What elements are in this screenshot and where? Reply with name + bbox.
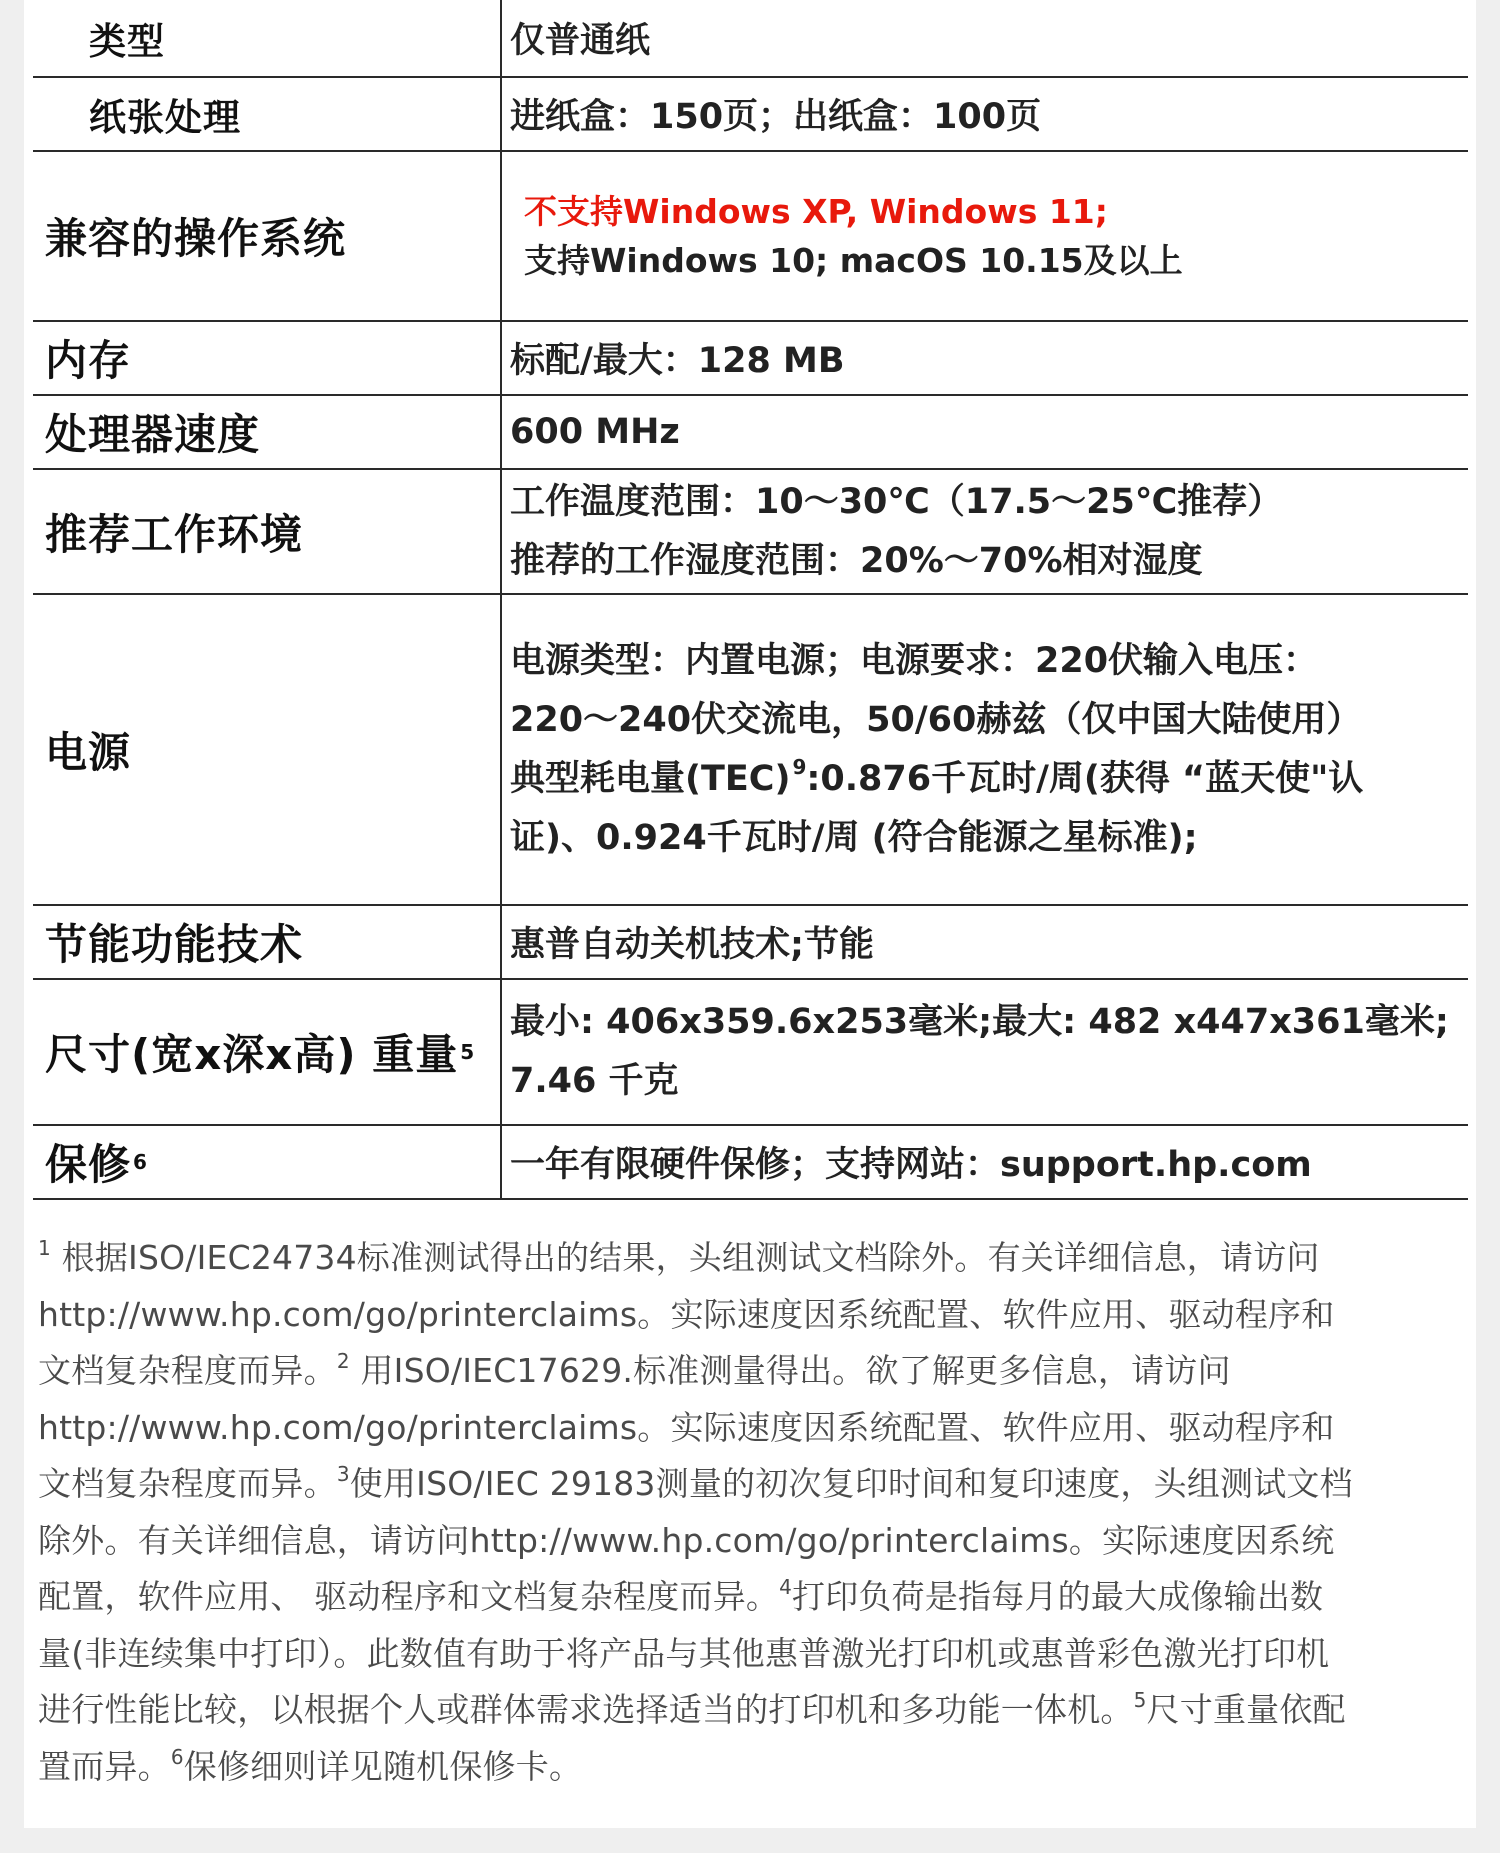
- value-line: 证)、0.924千瓦时/周 (符合能源之星标准);: [510, 817, 1198, 858]
- spec-value: [502, 152, 1468, 320]
- spec-value: [502, 78, 1468, 150]
- value-line: 600 MHz: [510, 412, 680, 452]
- footnote-text: 进行性能比较，以根据个人或群体需求选择适当的打印机和多功能一体机。: [38, 1690, 1134, 1729]
- spec-row-paper-handling: [33, 78, 1468, 152]
- value-line: 推荐的工作湿度范围：20%～70%相对湿度: [510, 540, 1203, 581]
- value-line: 仅普通纸: [510, 21, 651, 61]
- spec-label: 电源: [33, 595, 502, 904]
- footnote-text: 保修细则详见随机保修卡。: [183, 1746, 583, 1786]
- spec-label: 尺寸(宽x深x高) 重量 5: [33, 980, 502, 1124]
- spec-value: [502, 396, 1468, 468]
- footnote-line: [38, 1230, 1463, 1287]
- spec-row-processor: [33, 396, 1468, 470]
- footnote-marker: 3: [336, 1462, 350, 1486]
- value-segment: 典型耗电量(TEC): [510, 758, 791, 799]
- value-line: 220～240伏交流电，50/60赫兹（仅中国大陆使用）: [510, 699, 1362, 740]
- spec-label: 类型: [33, 0, 502, 76]
- value-line: 进纸盒：150页；出纸盒：100页: [510, 97, 1042, 137]
- footnotes: [38, 1230, 1463, 1795]
- spec-label: 推荐工作环境: [33, 470, 502, 593]
- footnote-text: 尺寸重量依配: [1146, 1690, 1346, 1729]
- spec-label: 兼容的操作系统: [33, 152, 502, 320]
- footnote-marker: 1: [38, 1236, 51, 1260]
- value-line: 一年有限硬件保修；支持网站：support.hp.com: [510, 1145, 1312, 1185]
- footnote-line: 除外。有关详细信息，请访问http://www.hp.com/go/printerclaims。实际速度因系统: [38, 1520, 1335, 1560]
- footnote-text: 配置，软件应用、 驱动程序和文档复杂程度而异。: [38, 1577, 780, 1616]
- footnote-line: http://www.hp.com/go/printerclaims。实际速度因系统配置、软件应用、驱动程序和: [38, 1407, 1335, 1447]
- value-line: 工作温度范围：10～30℃（17.5～25℃推荐）: [510, 481, 1283, 522]
- spec-label: 内存: [33, 322, 502, 394]
- footnote-marker: 4: [779, 1575, 793, 1599]
- spec-label: 节能功能技术: [33, 906, 502, 978]
- footnote-text: 置而异。: [38, 1746, 171, 1786]
- footnote-line: [38, 1343, 1463, 1400]
- footnote-line: [38, 1456, 1463, 1513]
- spec-label: 保修 6: [33, 1126, 502, 1198]
- footnote-ref: 9: [792, 754, 807, 779]
- spec-row-energy-saving: [33, 906, 1468, 980]
- spec-table: [33, 0, 1468, 1200]
- footnote-marker: 6: [170, 1744, 184, 1769]
- spec-row-dimensions: [33, 980, 1468, 1126]
- os-unsupported-line: 不支持Windows XP, Windows 11;: [524, 192, 1108, 231]
- value-line: 惠普自动关机技术;节能: [510, 925, 874, 965]
- footnote-text: 用ISO/IEC17629.标准测量得出。欲了解更多信息，请访问: [349, 1351, 1231, 1390]
- spec-label: 纸张处理: [33, 78, 502, 150]
- footnote-text: 打印负荷是指每月的最大成像输出数: [792, 1577, 1324, 1616]
- value-line: [510, 750, 1468, 809]
- value-line: 标配/最大：128 MB: [510, 341, 845, 381]
- footnote-marker: 2: [336, 1349, 350, 1373]
- footnote-text: 文档复杂程度而异。: [38, 1464, 337, 1503]
- spec-row-memory: [33, 322, 1468, 396]
- label-text: 保修: [45, 1140, 132, 1189]
- spec-label: 处理器速度: [33, 396, 502, 468]
- footnote-line: [38, 1569, 1463, 1626]
- os-supported-line: 支持Windows 10; macOS 10.15及以上: [524, 241, 1183, 280]
- spec-value: [502, 595, 1468, 904]
- value-line: 最小: 406x359.6x253毫米;最大: 482 x447x361毫米;: [510, 1002, 1449, 1042]
- label-text: 尺寸(宽x深x高) 重量: [45, 1030, 459, 1079]
- spec-row-power: [33, 595, 1468, 906]
- spec-value: [502, 906, 1468, 978]
- footnote-line: http://www.hp.com/go/printerclaims。实际速度因系统配置、软件应用、驱动程序和: [38, 1294, 1335, 1334]
- footnote-line: 量(非连续集中打印）。此数值有助于将产品与其他惠普激光打印机或惠普彩色激光打印机: [38, 1633, 1330, 1673]
- spec-value: [502, 1126, 1468, 1198]
- value-segment: :0.876千瓦时/周(获得 “蓝天使"认: [806, 758, 1364, 799]
- value-line: 电源类型：内置电源；电源要求：220伏输入电压：: [510, 640, 1319, 681]
- footnote-marker: 5: [1133, 1688, 1147, 1712]
- footnote-text: 使用ISO/IEC 29183测量的初次复印时间和复印速度，头组测试文档: [349, 1464, 1353, 1503]
- footnote-line: [38, 1682, 1463, 1739]
- footnote-line: [38, 1739, 1463, 1796]
- footnote-text: 文档复杂程度而异。: [38, 1351, 337, 1390]
- spec-row-type: [33, 0, 1468, 78]
- spec-value: [502, 322, 1468, 394]
- spec-row-warranty: [33, 1126, 1468, 1200]
- spec-value: [502, 470, 1468, 593]
- spec-row-environment: [33, 470, 1468, 595]
- spec-value: [502, 0, 1468, 76]
- spec-sheet: [24, 0, 1476, 1828]
- spec-value: [502, 980, 1468, 1124]
- spec-row-os: [33, 152, 1468, 322]
- footnote-text: 根据ISO/IEC24734标准测试得出的结果，头组测试文档除外。有关详细信息，请访问: [50, 1238, 1320, 1277]
- value-line: 7.46 千克: [510, 1061, 679, 1101]
